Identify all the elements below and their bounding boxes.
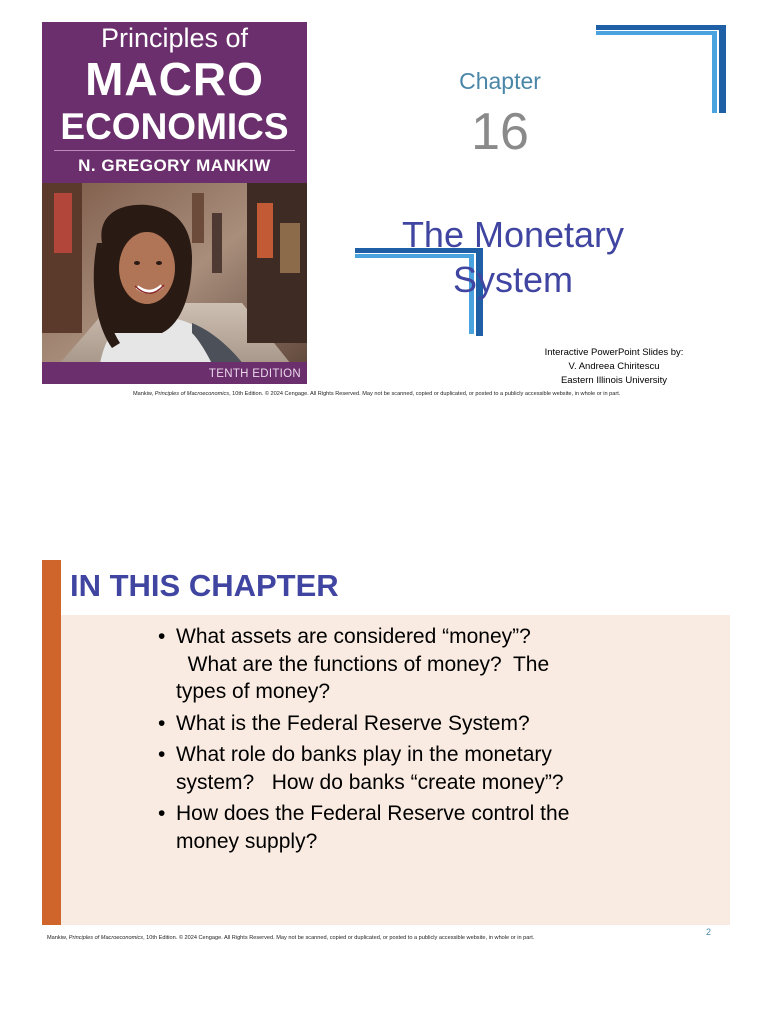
cover-edition: TENTH EDITION (208, 368, 301, 380)
bullet-text: money supply? (176, 829, 318, 853)
bullet-text: types of money? (176, 680, 331, 703)
bullet-text: What role do banks play in the monetary (176, 743, 552, 766)
bullet-icon: • (158, 743, 166, 766)
cover-title-line3: ECONOMICS (60, 106, 289, 147)
chapter-title-line1: The Monetary (401, 214, 625, 255)
bullet-icon: • (158, 625, 166, 648)
copyright-suffix: , 10th Edition. © 2024 Cengage. All Rights Reserved. May not be scanned, copied or duplicated, or posted to a publicly accessible website, in whole or in part. (229, 391, 621, 397)
bullet-icon: • (158, 711, 166, 735)
bullet-item (158, 623, 628, 706)
book-cover (42, 22, 307, 384)
bullet-text: system? How do banks “create money”? (176, 770, 564, 794)
chapter-title-line2: System (452, 259, 574, 300)
slide-credits (520, 346, 708, 388)
copyright-footer (47, 934, 707, 942)
slide-heading: IN THIS CHAPTER (70, 568, 339, 603)
bullet-text: What is the Federal Reserve System? (176, 711, 530, 735)
bullet-item (158, 710, 628, 738)
bullet-text: How does the Federal Reserve control the (176, 802, 570, 825)
chapter-number: 16 (471, 103, 529, 161)
copyright-book: Principles of Macroeconomics (68, 935, 144, 941)
credits-line2: V. Andreea Chiritescu (568, 361, 660, 372)
copyright-prefix: Mankiw, (47, 935, 69, 941)
copyright-suffix: , 10th Edition. © 2024 Cengage. All Rights Reserved. May not be scanned, copied or duplicated, or posted to a publicly accessible website, in whole or in part. (143, 935, 535, 941)
page-number: 2 (706, 927, 712, 937)
cover-title-line1: Principles of (100, 23, 249, 53)
copyright-prefix: Mankiw, (133, 391, 155, 397)
bullet-item (158, 741, 628, 796)
bullet-text: What assets are considered “money”? (176, 625, 531, 648)
cover-divider (54, 150, 295, 151)
corner-frame-top-right (596, 25, 726, 115)
bullet-item (158, 800, 628, 855)
copyright-book: Principles of Macroeconomics (154, 391, 230, 397)
cover-photo (42, 183, 307, 384)
cover-title-line2: MACRO (85, 53, 264, 105)
credits-line3: Eastern Illinois University (560, 375, 668, 386)
accent-bar (42, 560, 61, 925)
bullet-icon: • (158, 802, 166, 825)
copyright-notice (133, 391, 633, 399)
cover-author: N. GREGORY MANKIW (78, 156, 271, 175)
bullet-text: What are the functions of money? The (176, 652, 550, 676)
credits-line1: Interactive PowerPoint Slides by: (544, 347, 684, 358)
chapter-label: Chapter (459, 68, 541, 94)
bullet-list (158, 623, 628, 859)
